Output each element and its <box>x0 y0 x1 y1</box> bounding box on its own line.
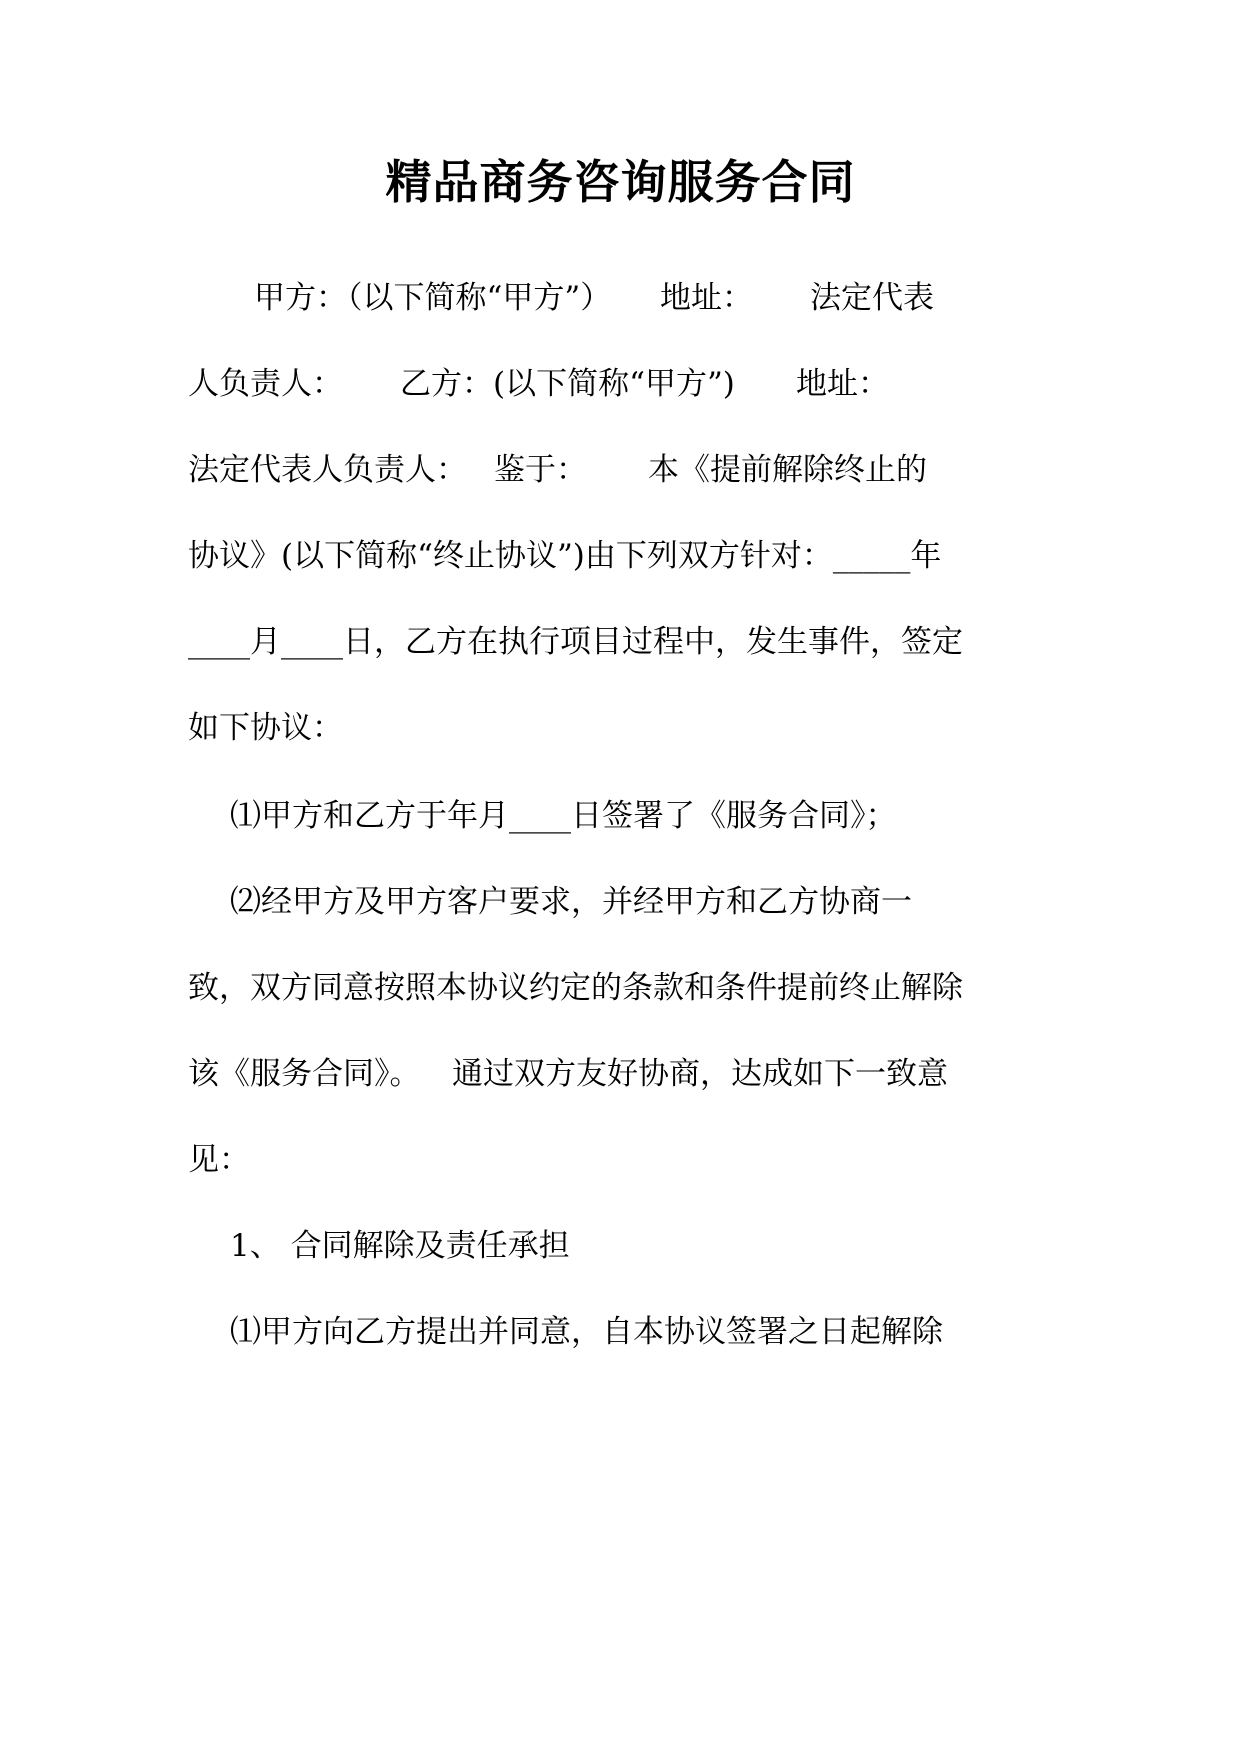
party-a-label: 甲方：（以下简称“甲方”） <box>254 280 612 316</box>
legal-rep-label: 法定代表 <box>810 280 934 316</box>
clause-item: ⑴甲方向乙方提出并同意，自本协议签署之日起解除 <box>230 1314 943 1350</box>
agreement-intro: 本《提前解除终止的 <box>648 452 927 488</box>
whereas-label: 鉴于： <box>494 452 587 488</box>
body-text-line: 如下协议： <box>188 710 343 746</box>
legal-rep-responsible-label: 法定代表人负责人： <box>188 452 467 488</box>
body-text-line: 致，双方同意按照本协议约定的条款和条件提前终止解除 <box>188 970 963 1006</box>
clause-item: ⑵经甲方及甲方客户要求，并经甲方和乙方协商一 <box>230 884 912 920</box>
section-heading: 1、 合同解除及责任承担 <box>230 1228 570 1264</box>
body-text-line: 见： <box>188 1142 250 1178</box>
body-text-line: 协议》(以下简称“终止协议”)由下列双方针对：_____年 <box>188 538 942 574</box>
address-label-2: 地址： <box>796 366 889 402</box>
responsible-label: 人负责人： <box>188 366 343 402</box>
party-b-label: 乙方：(以下简称“甲方”) <box>400 366 735 402</box>
document-title: 精品商务咨询服务合同 <box>385 155 856 209</box>
body-text-line: ____月____日，乙方在执行项目过程中，发生事件，签定 <box>188 624 963 660</box>
clause-item: ⑴甲方和乙方于年月____日签署了《服务合同》； <box>230 798 897 834</box>
body-text-line: 该《服务合同》。 <box>188 1056 421 1092</box>
address-label: 地址： <box>660 280 753 316</box>
body-text-line: 通过双方友好协商，达成如下一致意 <box>452 1056 948 1092</box>
